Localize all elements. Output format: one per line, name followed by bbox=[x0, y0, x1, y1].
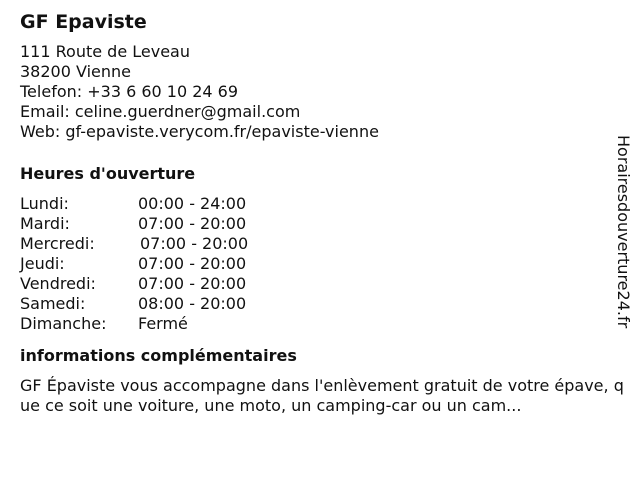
hours-time: 07:00 - 20:00 bbox=[138, 214, 247, 233]
hours-time: 07:00 - 20:00 bbox=[140, 234, 249, 253]
hours-day: Lundi: bbox=[20, 194, 69, 213]
hours-row-monday bbox=[20, 194, 625, 214]
hours-time: 00:00 - 24:00 bbox=[138, 194, 247, 213]
hours-day: Mercredi: bbox=[20, 234, 95, 253]
address-city: 38200 Vienne bbox=[20, 62, 131, 81]
hours-row-tuesday bbox=[20, 214, 625, 234]
business-card bbox=[20, 10, 625, 416]
opening-hours-heading: Heures d'ouverture bbox=[20, 164, 196, 183]
hours-row-saturday bbox=[20, 294, 625, 314]
address-street: 111 Route de Leveau bbox=[20, 42, 190, 61]
hours-day: Samedi: bbox=[20, 294, 86, 313]
hours-day: Mardi: bbox=[20, 214, 70, 233]
phone-number[interactable]: Telefon: +33 6 60 10 24 69 bbox=[20, 82, 239, 101]
opening-hours-table bbox=[20, 194, 625, 334]
hours-row-sunday bbox=[20, 314, 625, 334]
business-description: GF Épaviste vous accompagne dans l'enlèvement gratuit de votre épave, que ce soit une voiture, une moto, un camping-car ou un cam... bbox=[20, 376, 624, 415]
website-link[interactable]: Web: gf-epaviste.verycom.fr/epaviste-vienne bbox=[20, 122, 379, 141]
hours-day: Vendredi: bbox=[20, 274, 96, 293]
business-name: GF Epaviste bbox=[20, 11, 147, 33]
additional-info-heading: informations complémentaires bbox=[20, 346, 297, 365]
hours-row-friday bbox=[20, 274, 625, 294]
hours-row-thursday bbox=[20, 254, 625, 274]
hours-time: 07:00 - 20:00 bbox=[138, 254, 247, 273]
site-watermark: Horairesdouverture24.fr bbox=[614, 135, 633, 329]
hours-day: Jeudi: bbox=[20, 254, 65, 273]
hours-day: Dimanche: bbox=[20, 314, 107, 333]
hours-time: Fermé bbox=[138, 314, 188, 333]
hours-time: 08:00 - 20:00 bbox=[138, 294, 247, 313]
email-address[interactable]: Email: celine.guerdner@gmail.com bbox=[20, 102, 301, 121]
hours-time: 07:00 - 20:00 bbox=[138, 274, 247, 293]
hours-row-wednesday bbox=[20, 234, 625, 254]
